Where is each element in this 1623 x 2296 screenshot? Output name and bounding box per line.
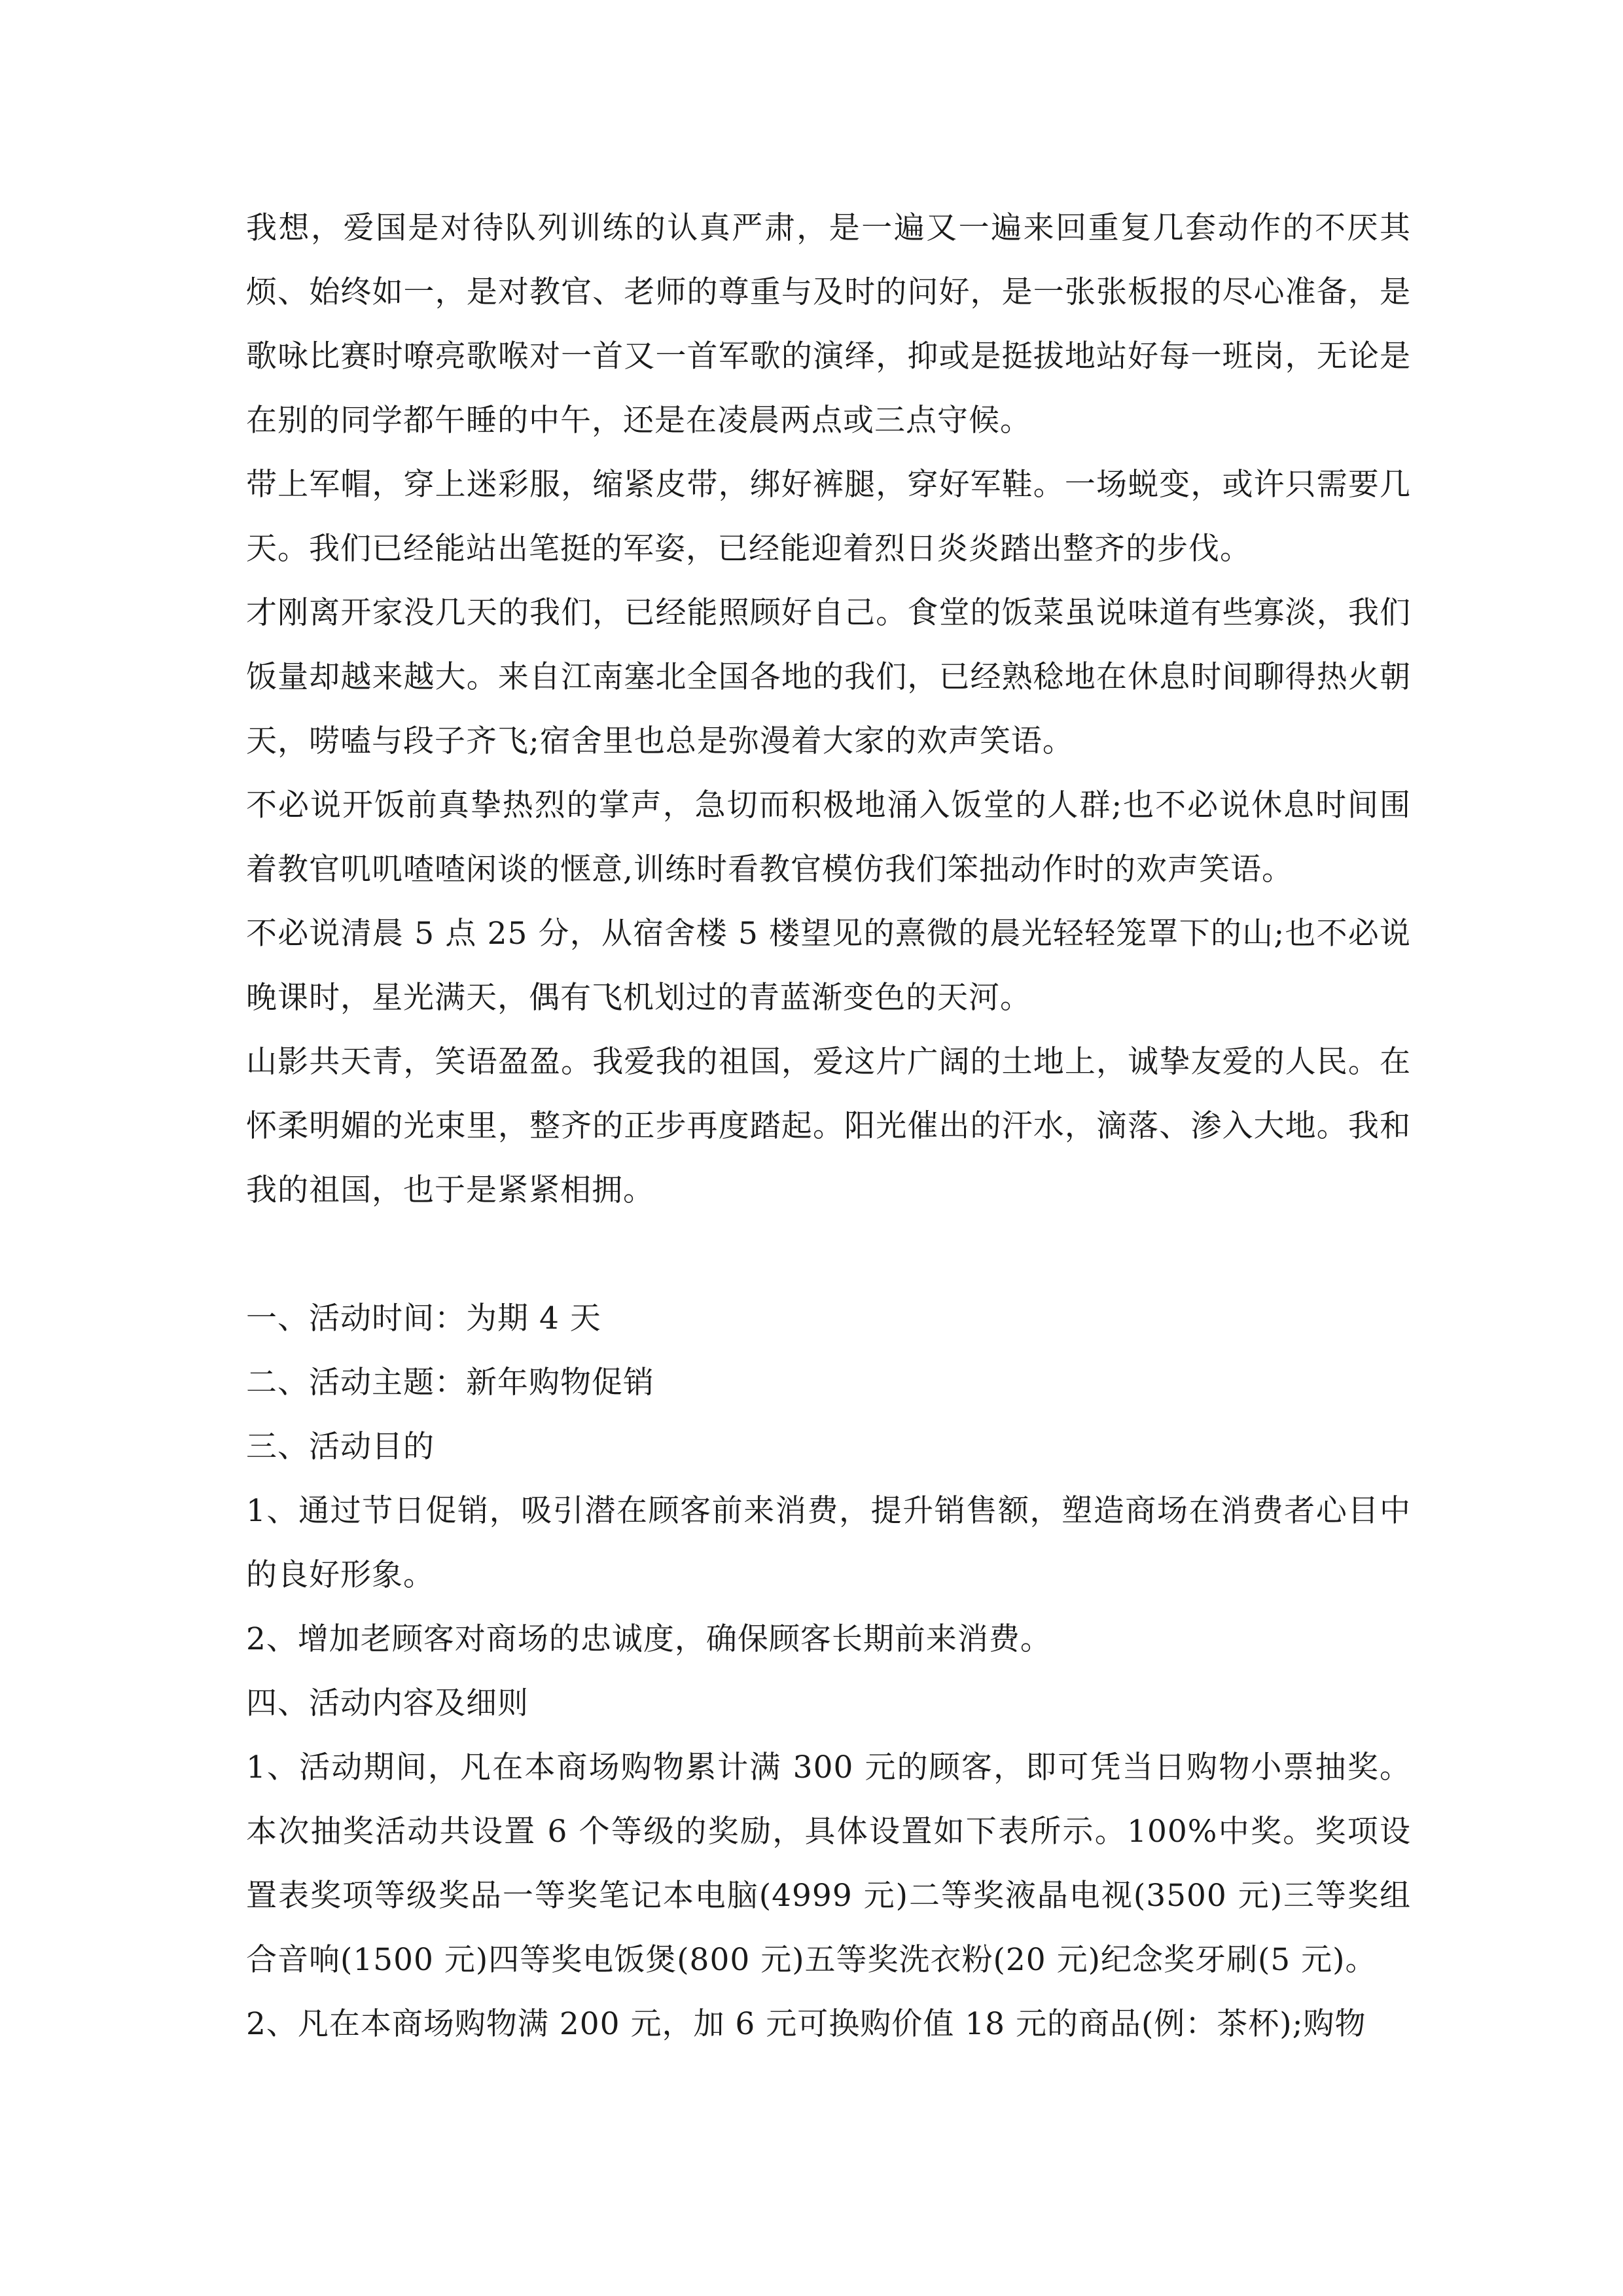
essay-paragraph: 不必说开饭前真挚热烈的掌声，急切而积极地涌入饭堂的人群;也不必说休息时间围着教官叽叽喳喳闲谈的惬意,训练时看教官模仿我们笨拙动作时的欢声笑语。 [246,787,1411,888]
essay-paragraph: 才刚离开家没几天的我们，已经能照顾好自己。食堂的饭菜虽说味道有些寡淡，我们饭量却越来越大。来自江南塞北全国各地的我们，已经熟稔地在休息时间聊得热火朝天，唠嗑与段子齐飞;宿舍里也总是弥漫着大家的欢声笑语。 [246,595,1411,759]
essay-paragraph: 不必说清晨 5 点 25 分，从宿舍楼 5 楼望见的熹微的晨光轻轻笼罩下的山;也不必说晚课时，星光满天，偶有飞机划过的青蓝渐变色的天河。 [246,916,1411,1016]
plan-heading-content: 四、活动内容及细则 [246,1685,529,1721]
plan-item: 1、通过节日促销，吸引潜在顾客前来消费，提升销售额，塑造商场在消费者心目中的良好形象。 [246,1493,1411,1593]
essay-paragraph: 山影共天青，笑语盈盈。我爱我的祖国，爱这片广阔的土地上，诚挚友爱的人民。在怀柔明媚的光束里，整齐的正步再度踏起。阳光催出的汗水，滴落、渗入大地。我和我的祖国，也于是紧紧相拥。 [246,1044,1411,1208]
plan-item: 2、凡在本商场购物满 200 元，加 6 元可换购价值 18 元的商品(例：茶杯);购物 [246,2006,1366,2042]
plan-item: 1、活动期间，凡在本商场购物累计满 300 元的顾客，即可凭当日购物小票抽奖。本次抽奖活动共设置 6 个等级的奖励，具体设置如下表所示。100%中奖。奖项设置表奖项等级奖品一等奖笔记本电脑(4999 元)二等奖液晶电视(3500 元)三等奖组合音响(1500 元)四等奖电饭煲(800 元)五等奖洗衣粉(20 元)纪念奖牙刷(5 元)。 [246,1749,1411,1978]
essay-paragraph: 带上军帽，穿上迷彩服，缩紧皮带，绑好裤腿，穿好军鞋。一场蜕变，或许只需要几天。我们已经能站出笔挺的军姿，已经能迎着烈日炎炎踏出整齐的步伐。 [246,467,1411,567]
plan-heading-purpose: 三、活动目的 [246,1429,435,1465]
document-body [246,196,1411,2056]
plan-heading-time: 一、活动时间：为期 4 天 [246,1300,601,1336]
plan-heading-theme: 二、活动主题：新年购物促销 [246,1365,654,1401]
section-spacer [246,1223,1411,1287]
plan-item: 2、增加老顾客对商场的忠诚度，确保顾客长期前来消费。 [246,1621,1052,1657]
essay-paragraph: 我想，爱国是对待队列训练的认真严肃，是一遍又一遍来回重复几套动作的不厌其烦、始终如一，是对教官、老师的尊重与及时的问好，是一张张板报的尽心准备，是歌咏比赛时嘹亮歌喉对一首又一首军歌的演绎，抑或是挺拔地站好每一班岗，无论是在别的同学都午睡的中午，还是在凌晨两点或三点守候。 [246,210,1411,439]
